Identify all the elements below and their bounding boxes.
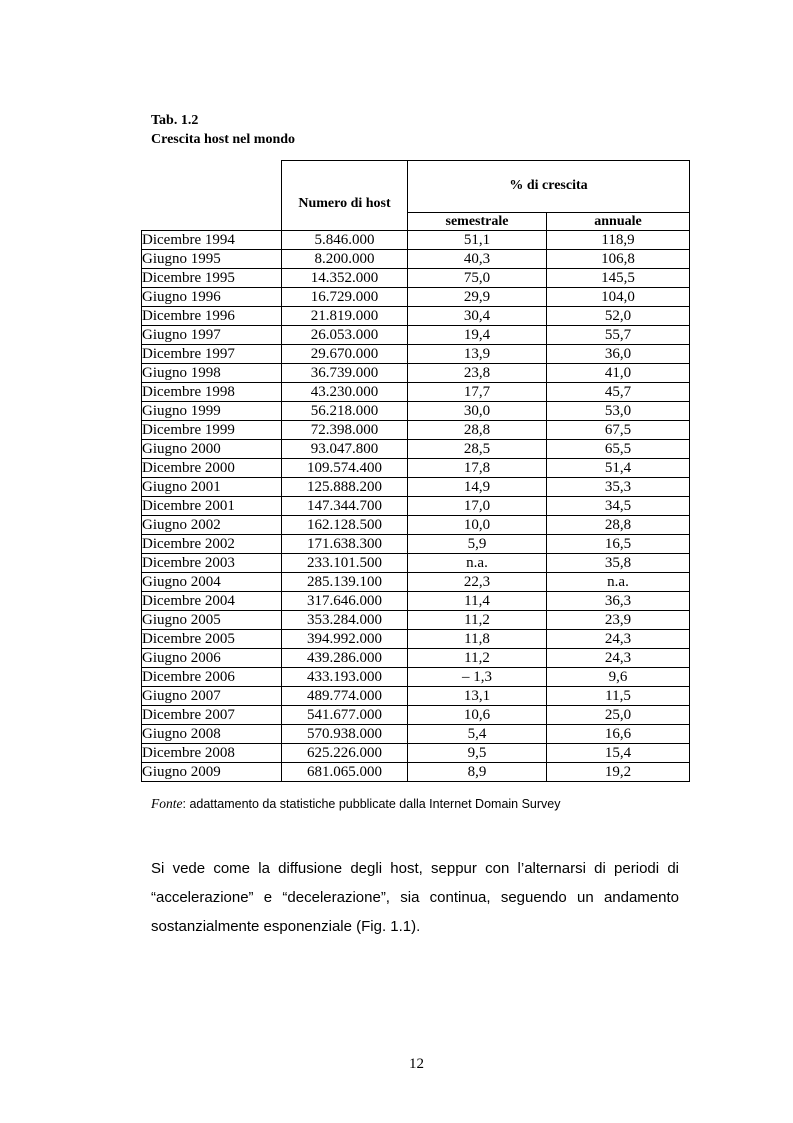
- cell-annual: 118,9: [547, 231, 690, 250]
- cell-semestral: 13,1: [408, 687, 547, 706]
- cell-period: Dicembre 2004: [142, 592, 282, 611]
- cell-annual: 19,2: [547, 763, 690, 782]
- cell-annual: 52,0: [547, 307, 690, 326]
- cell-annual: 23,9: [547, 611, 690, 630]
- cell-hosts: 93.047.800: [282, 440, 408, 459]
- cell-semestral: 29,9: [408, 288, 547, 307]
- cell-period: Giugno 2002: [142, 516, 282, 535]
- cell-annual: 36,0: [547, 345, 690, 364]
- cell-semestral: 5,9: [408, 535, 547, 554]
- cell-annual: 24,3: [547, 649, 690, 668]
- table-row: [142, 497, 690, 516]
- cell-period: Dicembre 2002: [142, 535, 282, 554]
- header-growth: % di crescita: [408, 161, 690, 213]
- cell-semestral: 28,8: [408, 421, 547, 440]
- cell-period: Giugno 2005: [142, 611, 282, 630]
- cell-annual: 36,3: [547, 592, 690, 611]
- table-row: [142, 535, 690, 554]
- cell-annual: 53,0: [547, 402, 690, 421]
- cell-hosts: 72.398.000: [282, 421, 408, 440]
- cell-period: Dicembre 1994: [142, 231, 282, 250]
- cell-hosts: 433.193.000: [282, 668, 408, 687]
- cell-period: Giugno 2006: [142, 649, 282, 668]
- cell-hosts: 162.128.500: [282, 516, 408, 535]
- cell-period: Giugno 2009: [142, 763, 282, 782]
- table-row: [142, 573, 690, 592]
- cell-period: Giugno 1997: [142, 326, 282, 345]
- cell-hosts: 489.774.000: [282, 687, 408, 706]
- table-row: [142, 630, 690, 649]
- cell-semestral: 17,0: [408, 497, 547, 516]
- cell-period: Giugno 1998: [142, 364, 282, 383]
- cell-period: Dicembre 2003: [142, 554, 282, 573]
- cell-period: Dicembre 2001: [142, 497, 282, 516]
- table-row: [142, 440, 690, 459]
- cell-annual: 9,6: [547, 668, 690, 687]
- table-row: [142, 687, 690, 706]
- header-hosts: Numero di host: [282, 161, 408, 231]
- cell-annual: 35,8: [547, 554, 690, 573]
- cell-period: Giugno 2001: [142, 478, 282, 497]
- cell-period: Dicembre 2006: [142, 668, 282, 687]
- table-row: [142, 326, 690, 345]
- table-row: [142, 649, 690, 668]
- cell-hosts: 14.352.000: [282, 269, 408, 288]
- cell-hosts: 8.200.000: [282, 250, 408, 269]
- table-row: [142, 554, 690, 573]
- cell-period: Dicembre 1999: [142, 421, 282, 440]
- header-annual: annuale: [547, 213, 690, 231]
- table-row: [142, 725, 690, 744]
- page-number: 12: [409, 1056, 424, 1072]
- cell-semestral: 11,8: [408, 630, 547, 649]
- cell-hosts: 56.218.000: [282, 402, 408, 421]
- cell-hosts: 147.344.700: [282, 497, 408, 516]
- table-row: [142, 269, 690, 288]
- cell-semestral: 14,9: [408, 478, 547, 497]
- cell-annual: 25,0: [547, 706, 690, 725]
- cell-hosts: 541.677.000: [282, 706, 408, 725]
- cell-annual: 35,3: [547, 478, 690, 497]
- cell-period: Giugno 2008: [142, 725, 282, 744]
- cell-hosts: 353.284.000: [282, 611, 408, 630]
- table-row: [142, 250, 690, 269]
- cell-hosts: 109.574.400: [282, 459, 408, 478]
- cell-semestral: 11,2: [408, 611, 547, 630]
- cell-period: Giugno 2000: [142, 440, 282, 459]
- cell-semestral: 19,4: [408, 326, 547, 345]
- cell-annual: 16,5: [547, 535, 690, 554]
- cell-hosts: 681.065.000: [282, 763, 408, 782]
- table-row: [142, 421, 690, 440]
- cell-semestral: – 1,3: [408, 668, 547, 687]
- cell-period: Giugno 2007: [142, 687, 282, 706]
- cell-hosts: 29.670.000: [282, 345, 408, 364]
- cell-semestral: 28,5: [408, 440, 547, 459]
- cell-semestral: 17,8: [408, 459, 547, 478]
- cell-annual: 11,5: [547, 687, 690, 706]
- cell-hosts: 36.739.000: [282, 364, 408, 383]
- cell-annual: n.a.: [547, 573, 690, 592]
- source-label: Fonte: [151, 796, 183, 811]
- cell-period: Dicembre 2007: [142, 706, 282, 725]
- cell-period: Dicembre 2005: [142, 630, 282, 649]
- table-caption: [151, 111, 295, 149]
- cell-hosts: 125.888.200: [282, 478, 408, 497]
- source-text: : adattamento da statistiche pubblicate dalla Internet Domain Survey: [182, 797, 561, 811]
- header-semestral: semestrale: [408, 213, 547, 231]
- cell-hosts: 570.938.000: [282, 725, 408, 744]
- cell-semestral: 40,3: [408, 250, 547, 269]
- cell-semestral: 30,4: [408, 307, 547, 326]
- cell-annual: 16,6: [547, 725, 690, 744]
- cell-period: Giugno 1999: [142, 402, 282, 421]
- table-title: Crescita host nel mondo: [151, 132, 296, 147]
- cell-period: Dicembre 1995: [142, 269, 282, 288]
- cell-annual: 24,3: [547, 630, 690, 649]
- cell-semestral: 22,3: [408, 573, 547, 592]
- cell-hosts: 16.729.000: [282, 288, 408, 307]
- cell-hosts: 5.846.000: [282, 231, 408, 250]
- host-growth-table: [141, 160, 690, 782]
- cell-hosts: 625.226.000: [282, 744, 408, 763]
- cell-period: Giugno 2004: [142, 573, 282, 592]
- cell-semestral: n.a.: [408, 554, 547, 573]
- cell-semestral: 75,0: [408, 269, 547, 288]
- cell-semestral: 13,9: [408, 345, 547, 364]
- cell-hosts: 171.638.300: [282, 535, 408, 554]
- table-row: [142, 478, 690, 497]
- table-source-note: [151, 796, 561, 812]
- cell-annual: 28,8: [547, 516, 690, 535]
- cell-semestral: 8,9: [408, 763, 547, 782]
- table-row: [142, 345, 690, 364]
- cell-hosts: 285.139.100: [282, 573, 408, 592]
- cell-hosts: 439.286.000: [282, 649, 408, 668]
- cell-period: Giugno 1996: [142, 288, 282, 307]
- table-row: [142, 763, 690, 782]
- cell-semestral: 11,2: [408, 649, 547, 668]
- cell-annual: 41,0: [547, 364, 690, 383]
- cell-annual: 145,5: [547, 269, 690, 288]
- body-paragraph: Si vede come la diffusione degli host, seppur con l’alternarsi di periodi di “accelerazione” e “decelerazione”, sia continua, seguendo un andamento sostanzialmente esponenziale (Fig. 1.1).: [151, 860, 679, 935]
- cell-period: Dicembre 1997: [142, 345, 282, 364]
- cell-semestral: 5,4: [408, 725, 547, 744]
- cell-semestral: 51,1: [408, 231, 547, 250]
- cell-semestral: 10,6: [408, 706, 547, 725]
- table-row: [142, 611, 690, 630]
- table-row: [142, 706, 690, 725]
- table-row: [142, 364, 690, 383]
- cell-annual: 67,5: [547, 421, 690, 440]
- cell-semestral: 17,7: [408, 383, 547, 402]
- table-number: Tab. 1.2: [151, 113, 199, 128]
- cell-annual: 34,5: [547, 497, 690, 516]
- cell-hosts: 26.053.000: [282, 326, 408, 345]
- cell-period: Dicembre 1998: [142, 383, 282, 402]
- cell-annual: 45,7: [547, 383, 690, 402]
- cell-hosts: 233.101.500: [282, 554, 408, 573]
- cell-hosts: 394.992.000: [282, 630, 408, 649]
- table-row: [142, 383, 690, 402]
- header-blank-cell: [142, 161, 282, 231]
- table-body: [142, 231, 690, 782]
- cell-annual: 51,4: [547, 459, 690, 478]
- table-row: [142, 744, 690, 763]
- table-row: [142, 288, 690, 307]
- cell-semestral: 11,4: [408, 592, 547, 611]
- cell-annual: 65,5: [547, 440, 690, 459]
- table-row: [142, 459, 690, 478]
- cell-annual: 15,4: [547, 744, 690, 763]
- table-row: [142, 516, 690, 535]
- cell-semestral: 23,8: [408, 364, 547, 383]
- cell-semestral: 9,5: [408, 744, 547, 763]
- cell-semestral: 10,0: [408, 516, 547, 535]
- table-row: [142, 668, 690, 687]
- cell-period: Giugno 1995: [142, 250, 282, 269]
- table-row: [142, 592, 690, 611]
- cell-annual: 55,7: [547, 326, 690, 345]
- cell-hosts: 43.230.000: [282, 383, 408, 402]
- cell-hosts: 317.646.000: [282, 592, 408, 611]
- table-row: [142, 402, 690, 421]
- cell-period: Dicembre 2008: [142, 744, 282, 763]
- table-row: [142, 231, 690, 250]
- cell-period: Dicembre 2000: [142, 459, 282, 478]
- cell-annual: 104,0: [547, 288, 690, 307]
- cell-hosts: 21.819.000: [282, 307, 408, 326]
- cell-semestral: 30,0: [408, 402, 547, 421]
- cell-annual: 106,8: [547, 250, 690, 269]
- cell-period: Dicembre 1996: [142, 307, 282, 326]
- table-row: [142, 307, 690, 326]
